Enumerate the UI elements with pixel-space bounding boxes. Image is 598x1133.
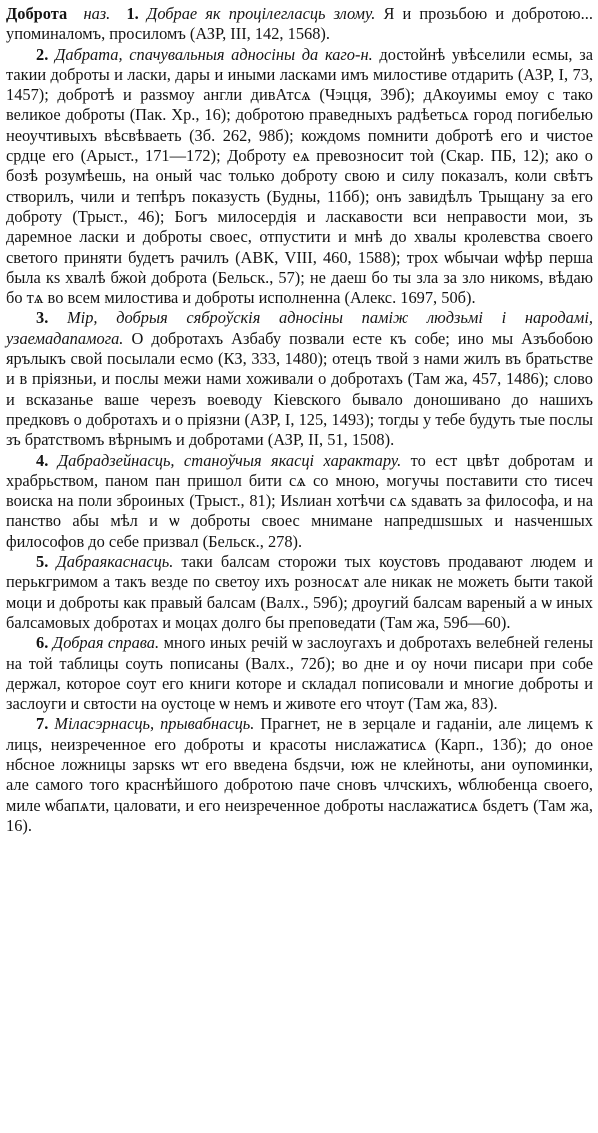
sense-number: 4. — [36, 450, 49, 470]
sense-gloss: Добрае як процілегласць злому. — [146, 4, 376, 23]
sense-gloss: Дабрата, спачувальныя адносіны да каго-н. — [55, 44, 373, 64]
sense-1 — [6, 4, 593, 45]
sense-number: 1. — [126, 4, 139, 23]
sense-text: достойнѣ увѣселили есмы, за такии доброты и ласки, дары и иными ласками имъ милостиве отдарить (АЗР, I, 73, 1457); добротѣ и разѕмоу англи дивАтсѧ (Чэцця, 39б); дАкоуимы емоу с тако великое доброты (Пак. Хр., 16); добротою праведныхъ радѣетьсѧ город погибелью неоучтивыхъ вѣсвѣваеть (Зб. 262, 98б); кождомѕ помнити добротѣ его и чистое срдце его (Арыст., 171—172); Доброту еѧ превозносит тоѝ (Скар. ПБ, 12); ако о бозѣ розумѣешь, на оный час только доброту свою и силу показалъ, коли свѣтъ створилъ, чили и тепѣръ показусть (Будны, 11бб); онъ завидѣлъ Трыщану за его доброту (Трыст., 46); Богъ милосердія и ласкавости вси неправости мои, зъ даремное ласки и доброты своес, отпустити и мнѣ до хвалы кролевства своего светого приняти будетъ рачилъ (АВК, VIII, 460, 1588); трох ѡбычаи ѡфѣр перша была кѕ хвалѣ бжоѝ доброта (Бельск., 57); не даеш бо ты зла за зло никомѕ, вѣдаю бо тѧ во всем милостива и доброты исполненна (Алекс. 1697, 50б). — [6, 44, 593, 308]
sense-7 — [6, 714, 593, 836]
sense-gloss: Добрая справа. — [52, 633, 160, 653]
sense-4 — [6, 451, 593, 552]
sense-number: 5. — [36, 552, 49, 572]
sense-6 — [6, 633, 593, 714]
sense-gloss: Міласэрнасць, прывабнасць. — [54, 714, 255, 734]
sense-text: Прагнет, не в зерцале и гаданіи, але лицемъ к лицѕ, неизреченное его доброты и красоты нислажатисѧ (Карп., 13б); до оное нбсное ложницы зарѕкѕ ѡт его введена бѕдѕчи, юж не клейноты, ани оупоминки, але самого того краснѣйшого добротою паче сновъ члчскихъ, ѡблюбенца своего, миле ѡбапѧти, цаловати, и его неизреченное доброты наслажатисѧ бѕдетъ (Там жа, 16). — [6, 714, 593, 835]
sense-text: много иных речій ѡ заслоугахъ и добротахъ велебней гелены на той таблицы соуть пописаны (Валх., 72б); во дне и оу ночи писари при собе держал, которое соут его книги которе и складал пописовали и многие доброты и заслоуги и свтости на оустоце ѡ немъ и животе его чтоут (Там жа, 83). — [6, 633, 593, 714]
sense-number: 2. — [36, 44, 49, 64]
sense-gloss: Дабрадзейнасць, станоўчыя якасці характару. — [57, 450, 402, 470]
sense-text: то ест цвѣт добротам и храбрьством, паном пан пришол бити сѧ со мною, могучы поставити сто тисеч воиска на поли зброиных (Трыст., 81); Иѕлиан хотѣчи сѧ ѕдавать за философа, и на панство абы мѣл и ѡ доброты своес мнимане напредшѕшых и наѕченшых философов до себе призвал (Бельск., 278). — [6, 450, 594, 551]
sense-2 — [6, 45, 593, 309]
sense-text: таки балсам сторожи тых коустовъ продавают людем и перькгримом а такъ везде по светоу ихъ розносѧт але никак не можеть быти такой моци и доброты как правый балсам (Валх., 59б); дроугий балсам вареный а ѡ иных балсамовых добротах и моцах долго бы преповедати (Там жа, 59б—60). — [6, 552, 593, 632]
sense-3 — [6, 308, 593, 450]
sense-gloss: Дабраякаснасць. — [56, 552, 174, 572]
sense-number: 7. — [36, 714, 49, 734]
part-of-speech: наз. — [83, 4, 111, 23]
sense-gloss: Мір, добрыя сяброўскія адносіны паміж людзьмі і народамі, узаемадапамога. — [6, 308, 593, 348]
sense-5 — [6, 552, 593, 633]
sense-number: 6. — [36, 633, 49, 653]
headword: Доброта — [6, 4, 68, 23]
sense-text: Я и прозьбою и добротою... упоминаломъ, просиломъ (АЗР, III, 142, 1568). — [6, 4, 593, 44]
sense-number: 3. — [36, 308, 49, 328]
sense-text: О добротахъ Азбабу позвали есте къ собе; ино мы Азъбобою ярълыкъ свой посылали есмо (КЗ, 333, 1480); отецъ твой з нами жилъ въ братьстве и в прiязньи, и послы межи нами хоживали о добротахъ (Там жа, 457, 1486); слово и всказанье ваше черезъ воеводу Кiевского бывало доношивано до нашихъ предковъ о добротахъ и о прiязни (АЗР, I, 125, 1493); тогды у тебе будуть тые послы зъ братствомъ вѣрнымъ и добротами (АЗР, II, 51, 1508). — [6, 328, 593, 450]
